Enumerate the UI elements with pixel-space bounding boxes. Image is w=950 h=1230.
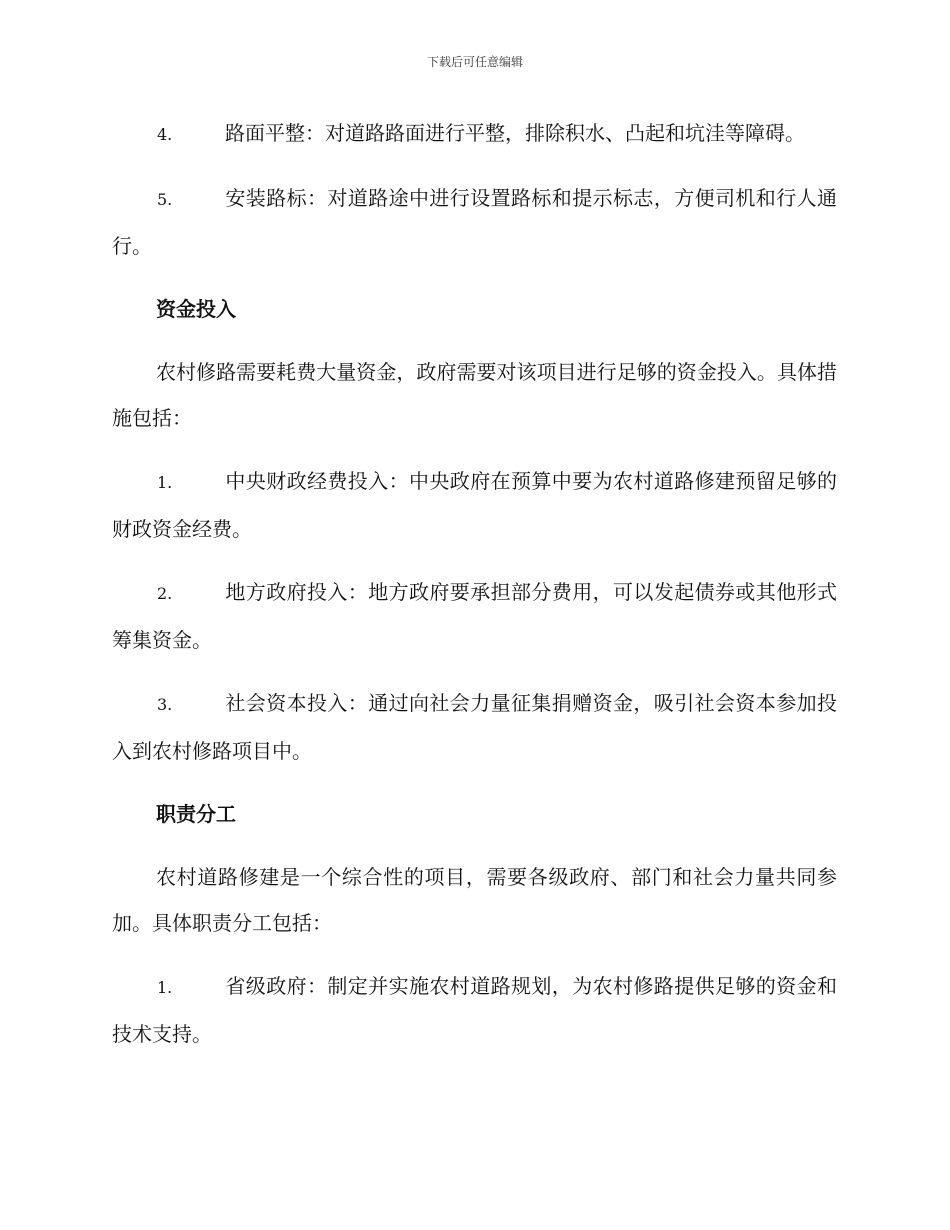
list-text: 安装路标：对道路途中进行设置路标和提示标志，方便司机和行人通行。 [112, 186, 837, 258]
paragraph-funding-intro: 农村修路需要耗费大量资金，政府需要对该项目进行足够的资金投入。具体措施包括： [112, 360, 837, 430]
list-text: 社会资本投入：通过向社会力量征集捐赠资金，吸引社会资本参加投入到农村修路项目中。 [112, 691, 837, 763]
list-number: 4. [157, 125, 173, 144]
list-number: 1. [157, 978, 173, 997]
list-item [112, 175, 837, 269]
paragraph-duties-intro: 农村道路修建是一个综合性的项目，需要各级政府、部门和社会力量共同参加。具体职责分工包括： [112, 865, 837, 935]
list-number: 1. [157, 473, 173, 492]
section-heading-duties: 职责分工 [156, 802, 236, 826]
list-text: 地方政府投入：地方政府要承担部分费用，可以发起债券或其他形式筹集资金。 [112, 580, 837, 652]
list-text: 省级政府：制定并实施农村道路规划，为农村修路提供足够的资金和技术支持。 [112, 974, 837, 1046]
document-body [112, 110, 837, 1074]
list-item [112, 110, 837, 158]
list-item [112, 458, 837, 552]
list-item [112, 680, 837, 774]
list-text: 中央财政经费投入：中央政府在预算中要为农村道路修建预留足够的财政资金经费。 [112, 469, 837, 541]
list-number: 5. [157, 190, 173, 209]
list-item [112, 569, 837, 663]
list-text: 路面平整：对道路路面进行平整，排除积水、凸起和坑洼等障碍。 [225, 121, 805, 145]
list-number: 3. [157, 695, 173, 714]
list-number: 2. [157, 584, 173, 603]
list-item [112, 963, 837, 1057]
page-header: 下载后可任意编辑 [426, 55, 523, 69]
section-heading-funding: 资金投入 [156, 297, 236, 321]
